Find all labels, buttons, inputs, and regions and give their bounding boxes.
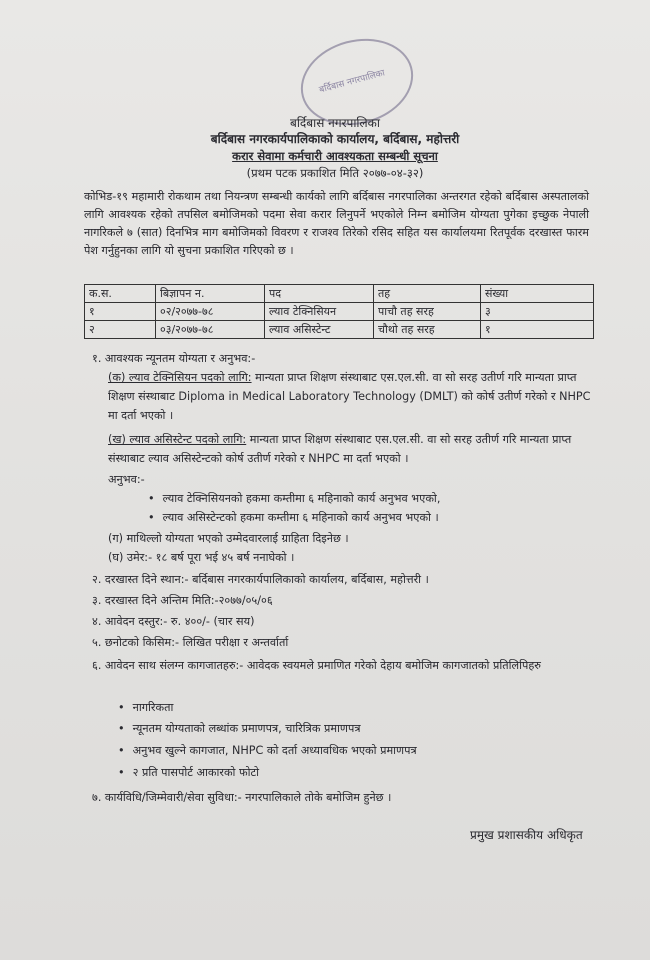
col-post: पद — [265, 285, 374, 303]
cell: ०३/२०७७-७८ — [156, 321, 265, 339]
qualification-a — [108, 368, 598, 425]
document-item: • अनुभव खुल्ने कागजात, NHPC को दर्ता अध्यावधिक भएको प्रमाणपत्र — [118, 743, 417, 758]
document-item: • न्यूनतम योग्यताको लब्धांक प्रमाणपत्र, चारित्रिक प्रमाणपत्र — [118, 721, 361, 736]
col-level: तह — [374, 285, 481, 303]
item-5: ५. छनोटको किसिम:- लिखित परीक्षा र अन्तर्वार्ता — [92, 636, 289, 649]
cell: ०२/२०७७-७८ — [156, 303, 265, 321]
cell: ल्याव असिस्टेन्ट — [265, 321, 374, 339]
col-sn: क.स. — [85, 285, 156, 303]
experience-item: • ल्याव असिस्टेन्टको हकमा कम्तीमा ६ महिनाको कार्य अनुभव भएको । — [148, 510, 439, 525]
experience-label: अनुभव:- — [108, 473, 145, 486]
qualification-gh: (घ) उमेर:- १८ बर्ष पूरा भई ४५ बर्ष ननाघेको । — [108, 551, 295, 564]
cell: २ — [85, 321, 156, 339]
table-row — [85, 321, 594, 339]
document-item: • नागरिकता — [118, 700, 173, 715]
item-6: ६. आवेदन साथ संलग्न कागजातहरु:- आवेदक स्वयमले प्रमाणित गरेको देहाय बमोजिम कागजातको प्रतिलिपिहरु — [92, 659, 541, 672]
qualification-b-label: (ख) ल्याव असिस्टेन्ट पदको लागि: — [108, 433, 247, 446]
experience-item: • ल्याव टेक्निसियनको हकमा कम्तीमा ६ महिनाको कार्य अनुभव भएको, — [148, 491, 440, 506]
cell: १ — [481, 321, 594, 339]
item-7: ७. कार्यविधि/जिम्मेवारी/सेवा सुविधा:- नगरपालिकाले तोके बमोजिम हुनेछ । — [92, 791, 392, 804]
col-count: संख्या — [481, 285, 594, 303]
published-date: (प्रथम पटक प्रकाशित मिति २०७७-०४-३२) — [246, 166, 424, 180]
municipality-name: बर्दिबास नगरपालिका — [289, 116, 381, 130]
cell: चौथो तह सरह — [374, 321, 481, 339]
qualification-a-text: मान्यता प्राप्त शिक्षण संस्थाबाट एस.एल.सी. वा सो सरह उतीर्ण गरि मान्यता प्राप्त शिक्षण संस्थाबाट Diploma in Medical Laboratory Technology (DMLT) को कोर्ष उतीर्ण गरेको र NHPC मा दर्ता भएको । — [108, 371, 591, 422]
qualification-g: (ग) माथिल्लो योग्यता भएको उम्मेदवारलाई ग्राहिता दिइनेछ । — [108, 532, 349, 545]
col-ad-no: बिज्ञापन न. — [156, 285, 265, 303]
stamp-text: बर्दिबास नगरपालिका — [318, 68, 387, 96]
cell: पाचौ तह सरह — [374, 303, 481, 321]
item-2: २. दरखास्त दिने स्थान:- बर्दिबास नगरकार्यपालिकाको कार्यालय, बर्दिबास, महोत्तरी । — [92, 573, 429, 586]
item-4: ४. आवेदन दस्तुर:- रु. ४००/- (चार सय) — [92, 615, 255, 628]
vacancy-table — [84, 284, 594, 339]
table-row — [85, 303, 594, 321]
section-1-title: १. आवश्यक न्यूनतम योग्यता र अनुभव:- — [92, 352, 256, 365]
cell: १ — [85, 303, 156, 321]
intro-paragraph: कोभिड-१९ महामारी रोकथाम तथा नियन्त्रण सम्बन्धी कार्यको लागि बर्दिबास नगरपालिका अन्तरगत रहेको बर्दिबास अस्पतालको लागि आवश्यक रहेको तपसिल बमोजिमको पदमा सेवा करार लिनुपर्ने भएकोले निम्न बमोजिम योग्यता पुगेका इच्छुक नेपाली नागरिकले ७ (सात) दिनभित्र माग बमोजिमको विवरण र राजश्व तिरेको रसिद सहित यस कार्यालयमा रितपूर्वक दरखास्त फारम पेश गर्नुहुनका लागि यो सुचना प्रकाशित गरिएको छ । — [84, 190, 589, 257]
office-name: बर्दिबास नगरकार्यपालिकाको कार्यालय, बर्दिबास, महोत्तरी — [210, 132, 460, 146]
document-item: • २ प्रति पासपोर्ट आकारको फोटो — [118, 765, 259, 780]
notice-title: करार सेवामा कर्मचारी आवश्यकता सम्बन्धी सूचना — [232, 149, 438, 163]
qualification-b — [108, 430, 598, 468]
qualification-a-label: (क) ल्याव टेक्निसियन पदको लागि: — [108, 371, 252, 384]
item-3: ३. दरखास्त दिने अन्तिम मिति:-२०७७/०५/०६ — [92, 594, 273, 607]
signature-title: प्रमुख प्रशासकीय अधिकृत — [470, 828, 583, 842]
qualification-b-text: मान्यता प्राप्त शिक्षण संस्थाबाट एस.एल.सी. वा सो सरह उतीर्ण गरि मान्यता प्राप्त संस्थाबाट ल्याव असिस्टेन्टको कोर्ष उतीर्ण गरेको र NHPC मा दर्ता भएको । — [108, 433, 572, 465]
table-header-row — [85, 285, 594, 303]
cell: ३ — [481, 303, 594, 321]
cell: ल्याव टेक्निसियन — [265, 303, 374, 321]
